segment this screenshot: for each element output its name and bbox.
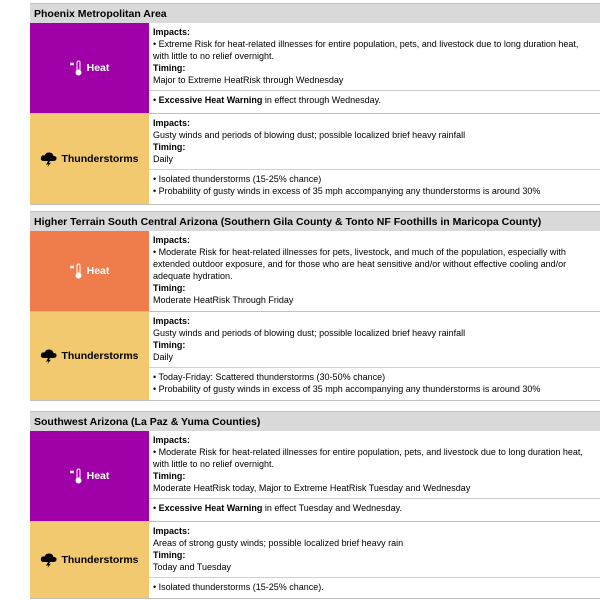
timing-text: Daily [153, 154, 174, 164]
impacts-text: Gusty winds and periods of blowing dust; possible localized brief heavy rainfall [153, 328, 466, 338]
impacts-text: • Moderate Risk for heat-related illnesses for entire population, pets, and livestock due to long duration heat, with little to no relief overnight. [153, 447, 583, 469]
hazard-details [149, 522, 600, 598]
hazard-row-heat [30, 431, 600, 522]
hazard-row-thunderstorms [30, 114, 600, 205]
divider [149, 367, 600, 368]
thermometer-sun-icon [70, 468, 84, 484]
thunderstorm-cloud-icon [40, 151, 58, 167]
impacts-text: • Extreme Risk for heat-related illnesses for entire population, pets, and livestock due to long duration heat, with little to no relief overnight. [153, 39, 579, 61]
hazard-badge-heat [30, 231, 149, 311]
impacts-text: • Moderate Risk for heat-related illnesses for pets, livestock, and much of the population, especially with extended outdoor exposure, and for those who are heat sensitive and/or without effective cooling and/or adequate hydration. [153, 247, 567, 281]
hazard-details [149, 23, 600, 113]
impacts-label: Impacts: [153, 235, 191, 245]
hazard-badge-thunderstorms [30, 312, 149, 400]
warning-text: in effect Tuesday and Wednesday. [262, 503, 402, 513]
timing-label: Timing: [153, 63, 186, 73]
hazard-row-thunderstorms [30, 312, 600, 401]
hazard-label: Heat [86, 62, 110, 74]
divider [149, 169, 600, 170]
hazard-label: Heat [86, 265, 110, 277]
note-1: • Isolated thunderstorms (15-25% chance) [153, 174, 322, 184]
hazard-badge-heat [30, 23, 149, 113]
note-2: • Probability of gusty winds in excess of 35 mph accompanying any thunderstorms is around 30% [153, 384, 541, 394]
timing-label: Timing: [153, 283, 186, 293]
section-southwest-arizona [30, 411, 600, 599]
timing-text: Moderate HeatRisk Through Friday [153, 295, 294, 305]
timing-label: Timing: [153, 142, 186, 152]
impacts-label: Impacts: [153, 316, 191, 326]
hazard-label: Heat [86, 470, 110, 482]
timing-text: Major to Extreme HeatRisk through Wednesday [153, 75, 344, 85]
impacts-label: Impacts: [153, 526, 191, 536]
thunderstorm-cloud-icon [40, 552, 58, 568]
hazard-badge-thunderstorms [30, 114, 149, 204]
warning-note: • Excessive Heat Warning in effect Tuesday and Wednesday. [153, 503, 402, 513]
hazard-details [149, 312, 600, 400]
thermometer-sun-icon [70, 60, 84, 76]
timing-text: Today and Tuesday [153, 562, 232, 572]
hazard-row-thunderstorms [30, 522, 600, 599]
timing-label: Timing: [153, 550, 186, 560]
warning-text: in effect through Wednesday. [262, 95, 381, 105]
impacts-text: Areas of strong gusty winds; possible localized brief heavy rain [153, 538, 404, 548]
hazard-label: Thunderstorms [61, 350, 139, 362]
hazard-badge-heat [30, 431, 149, 521]
section-higher-terrain [30, 211, 600, 401]
divider [149, 498, 600, 499]
hazard-label: Thunderstorms [61, 554, 139, 566]
timing-label: Timing: [153, 471, 186, 481]
divider [149, 90, 600, 91]
timing-text: Daily [153, 352, 174, 362]
note-1: • Today-Friday: Scattered thunderstorms (30-50% chance) [153, 372, 386, 382]
hazard-badge-thunderstorms [30, 522, 149, 598]
impacts-label: Impacts: [153, 435, 191, 445]
hazard-row-heat [30, 23, 600, 114]
note-2: • Probability of gusty winds in excess of 35 mph accompanying any thunderstorms is around 30% [153, 186, 541, 196]
impacts-text: Gusty winds and periods of blowing dust; possible localized brief heavy rainfall [153, 130, 466, 140]
hazard-details [149, 431, 600, 521]
section-phoenix [30, 3, 600, 205]
section-title: Higher Terrain South Central Arizona (Southern Gila County & Tonto NF Foothills in Maricopa County) [30, 211, 600, 231]
note-1: • Isolated thunderstorms (15-25% chance). [153, 582, 324, 592]
impacts-label: Impacts: [153, 118, 191, 128]
hazard-row-heat [30, 231, 600, 312]
divider [149, 577, 600, 578]
warning-name: Excessive Heat Warning [158, 503, 263, 513]
section-title: Southwest Arizona (La Paz & Yuma Counties) [30, 411, 600, 431]
thermometer-sun-icon [70, 263, 84, 279]
hazard-label: Thunderstorms [61, 153, 139, 165]
impacts-label: Impacts: [153, 27, 191, 37]
timing-text: Moderate HeatRisk today, Major to Extreme HeatRisk Tuesday and Wednesday [153, 483, 471, 493]
warning-note: • Excessive Heat Warning in effect through Wednesday. [153, 95, 381, 105]
section-title: Phoenix Metropolitan Area [30, 3, 600, 23]
thunderstorm-cloud-icon [40, 348, 58, 364]
warning-name: Excessive Heat Warning [158, 95, 263, 105]
hazard-details [149, 231, 600, 311]
timing-label: Timing: [153, 340, 186, 350]
hazard-details [149, 114, 600, 204]
